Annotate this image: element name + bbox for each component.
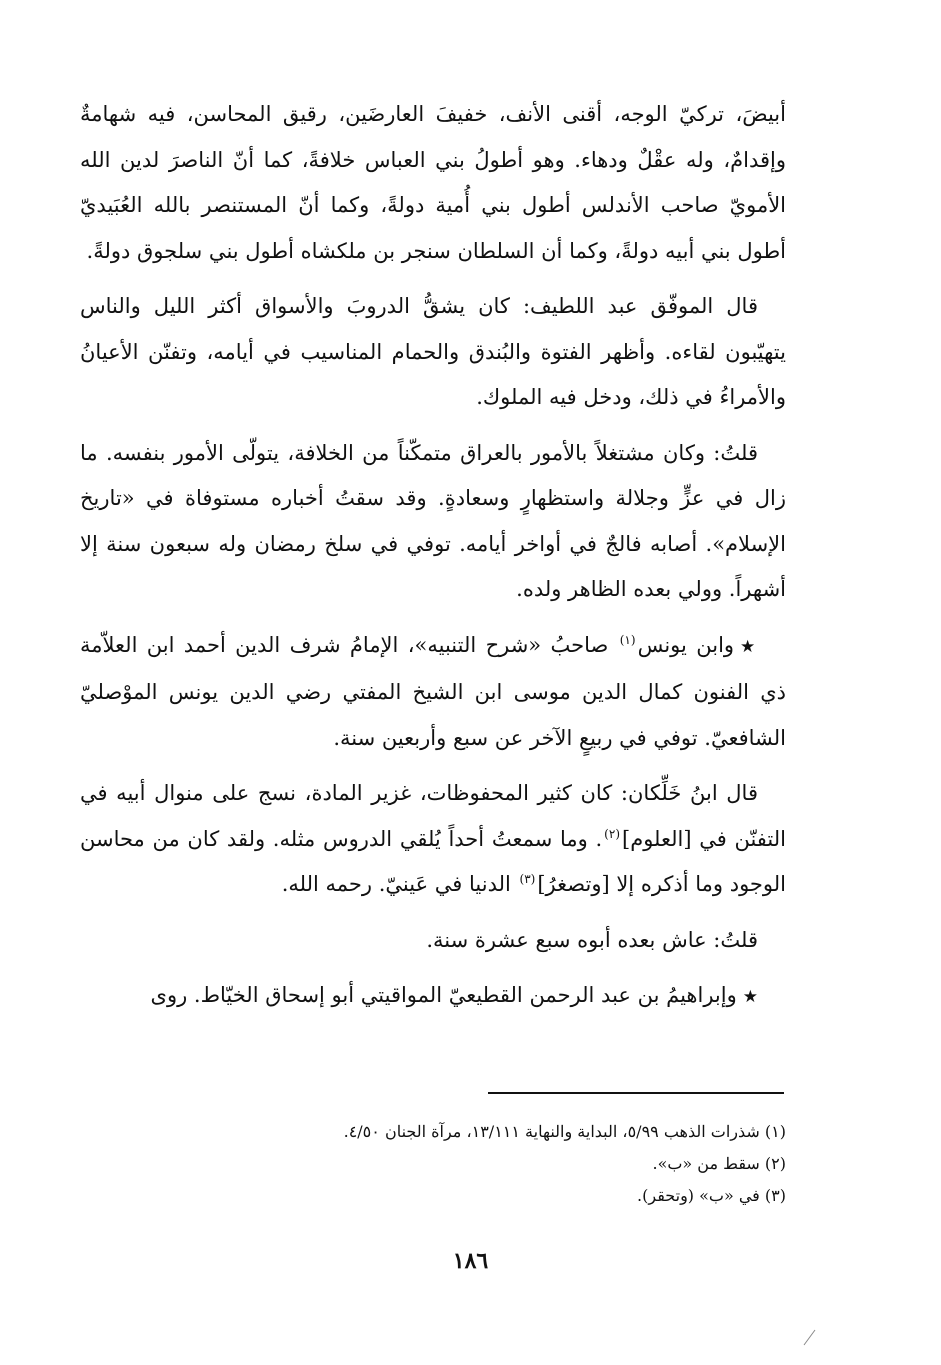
footnotes (80, 1116, 786, 1212)
footnote-ref-3[interactable]: (٣) (519, 872, 536, 886)
footnote-ref-2[interactable]: (٢) (604, 826, 620, 841)
entry-name: وابن يونس (637, 632, 735, 657)
paragraph-5-part-2: . وما سمعتُ أحداً يُلقي الدروس مثله. ولقد كان من محاسن الوجود وما أذكره إلا [وتصغرُ] (80, 826, 786, 896)
footnote-1: (١) شذرات الذهب ٥/٩٩، البداية والنهاية ١٣/١١١، مرآة الجنان ٤/٥٠. (343, 1122, 786, 1141)
page-number: ١٨٦ (452, 1248, 489, 1274)
main-text (80, 92, 786, 1031)
paragraph-3: قلتُ: وكان مشتغلاً بالأمور بالعراق متمكّناً من الخلافة، يتولّى الأمور بنفسه. ما زال في عزٍّ وجلالة واستظهارٍ وسعادةٍ. وقد سقتُ أخباره مستوفاة في «تاريخ الإسلام». أصابه فالجٌ في أواخر أيامه. توفي في سلخ رمضان وله سبعون سنة إلا أشهراً. وولي بعده الظاهر ولده. (80, 440, 786, 601)
star-icon: ★ (740, 636, 758, 657)
paragraph-5 (80, 771, 786, 908)
entry-text: وإبراهيمُ بن عبد الرحمن القطيعيّ المواقيتي أبو إسحاق الخيّاط. روى (150, 983, 737, 1007)
paragraph-6: قلتُ: عاش بعده أبوه سبع عشرة سنة. (426, 927, 758, 952)
footnote-3: (٣) في «ب» (وتحقر). (637, 1186, 786, 1205)
entry-text: صاحبُ «شرح التنبيه»، الإمامُ شرف الدين أحمد ابن العلاّمة ذي الفنون كمال الدين موسى ابن الشيخ المفتي رضي الدين يونس الموْصليّ الشافعيّ. توفي في ربيعٍ الآخر عن سبع وأربعين سنة. (80, 632, 786, 750)
paragraph-4-entry-ibn-yunus (80, 623, 786, 762)
star-icon: ★ (742, 987, 758, 1007)
paragraph-2: قال الموفّق عبد اللطيف: كان يشقُّ الدروبَ والأسواق أكثر الليل والناس يتهيّبون لقاءه. وأظهر الفتوة والبُندق والحمام المناسيب في أيامه، وتفنّن الأعيانُ والأمراءُ في ذلك، ودخل فيه الملوك. (80, 294, 786, 409)
pencil-mark-icon (802, 1327, 818, 1347)
paragraph-1: أبيضَ، تركيّ الوجه، أقنى الأنف، خفيفَ العارضَين، رقيق المحاسن، فيه شهامةٌ وإقدامٌ، وله عقْلٌ ودهاء. وهو أطولُ بني العباس خلافةً، كما أنّ الناصرَ لدين الله الأمويّ صاحب الأندلس أطول بني أُمية دولةً، وكما أنّ المستنصر بالله العُبَيديّ أطول بني أبيه دولةً، وكما أن السلطان سنجر بن ملكشاه أطول بني سلجوق دولةً. (80, 102, 786, 263)
paragraph-5-part-1: قال ابنُ خَلِّكان: كان كثير المحفوظات، غزير المادة، نسج على منوال أبيه في التفنّن في [العلوم] (80, 781, 786, 851)
footnote-2: (٢) سقط من «ب». (652, 1154, 786, 1173)
footnote-ref-1[interactable]: (١) (619, 632, 636, 647)
footnote-separator (488, 1092, 784, 1094)
paragraph-7-entry-ibrahim (80, 973, 786, 1021)
paragraph-5-part-3: الدنيا في عَينيّ. رحمه الله. (281, 872, 511, 896)
